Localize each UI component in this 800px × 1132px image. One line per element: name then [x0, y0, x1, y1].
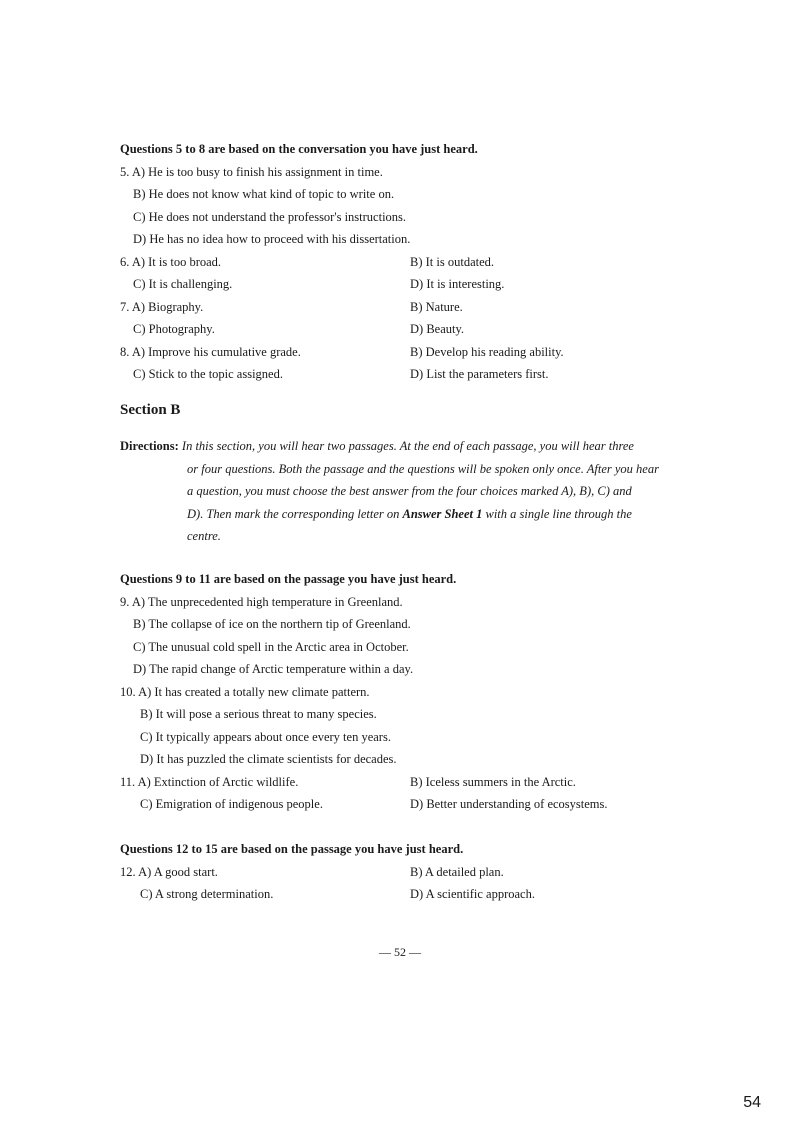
directions-line-2: or four questions. Both the passage and the questions will be spoken only once. After you hear	[187, 461, 659, 476]
q6-option-b: B) It is outdated.	[410, 254, 495, 269]
q6-row-1: 6. A) It is too broad. B) It is outdated.	[120, 251, 700, 274]
q8-option-b: B) Develop his reading ability.	[410, 344, 564, 359]
questions-9-11-heading: Questions 9 to 11 are based on the passage you have just heard.	[120, 572, 457, 586]
q7-option-b: B) Nature.	[410, 299, 463, 314]
q9-option-c: C) The unusual cold spell in the Arctic area in October.	[133, 639, 409, 654]
q6-option-d: D) It is interesting.	[410, 277, 505, 291]
q8-option-c: C) Stick to the topic assigned.	[133, 367, 283, 381]
q5-option-d: D) He has no idea how to proceed with his dissertation.	[133, 232, 411, 246]
q12-option-c: C) A strong determination.	[140, 887, 274, 901]
q8-option-a: A) Improve his cumulative grade.	[131, 344, 301, 359]
q12-option-d: D) A scientific approach.	[410, 887, 535, 901]
directions-label: Directions:	[120, 439, 179, 453]
q11-option-d: D) Better understanding of ecosystems.	[410, 797, 608, 811]
q9-option-b: B) The collapse of ice on the northern tip of Greenland.	[133, 617, 411, 631]
q12-option-a: A) A good start.	[138, 864, 218, 879]
answer-sheet-label: Answer Sheet 1	[402, 506, 483, 521]
page-number: — 52 —	[379, 945, 421, 959]
directions-line-1: Directions: In this section, you will hear two passages. At the end of each passage, you will hear three	[120, 439, 634, 453]
q7-row-1: 7. A) Biography. B) Nature.	[120, 296, 700, 319]
q7-option-a: A) Biography.	[131, 299, 204, 314]
q8-row-2	[120, 363, 700, 386]
questions-5-8-heading: Questions 5 to 8 are based on the conversation you have just heard.	[120, 142, 478, 156]
q11-option-c: C) Emigration of indigenous people.	[140, 797, 323, 811]
q5-option-c: C) He does not understand the professor's instructions.	[133, 209, 407, 224]
q5-option-a: 5. A) He is too busy to finish his assignment in time.	[120, 164, 383, 179]
q11-option-a: A) Extinction of Arctic wildlife.	[137, 774, 299, 789]
q8-row-1: 8. A) Improve his cumulative grade. B) Develop his reading ability.	[120, 341, 700, 364]
questions-12-15-block	[120, 838, 700, 906]
q11-option-b: B) Iceless summers in the Arctic.	[410, 774, 576, 789]
q10-option-b: B) It will pose a serious threat to many species.	[140, 707, 377, 721]
section-b-title: Section B	[120, 402, 181, 418]
q11-row-2	[120, 793, 700, 816]
q6-option-a: A) It is too broad.	[131, 254, 222, 269]
q7-row-2	[120, 318, 700, 341]
q5-option-b: B) He does not know what kind of topic to write on.	[133, 187, 395, 201]
q10-option-a: 10. A) It has created a totally new climate pattern.	[120, 684, 370, 699]
q7-option-d: D) Beauty.	[410, 322, 465, 336]
questions-9-11-block	[120, 568, 700, 816]
q8-option-d: D) List the parameters first.	[410, 367, 549, 381]
questions-5-8-block	[120, 138, 700, 386]
directions-block	[120, 435, 700, 548]
q11-row-1: 11. A) Extinction of Arctic wildlife. B) Iceless summers in the Arctic.	[120, 771, 700, 794]
directions-line-3: a question, you must choose the best answer from the four choices marked A), B), C) and	[187, 484, 632, 498]
q6-option-c: C) It is challenging.	[133, 277, 233, 291]
q6-row-2	[120, 273, 700, 296]
q10-option-c: C) It typically appears about once every ten years.	[140, 729, 391, 744]
q7-option-c: C) Photography.	[133, 322, 215, 336]
q12-row-1: 12. A) A good start. B) A detailed plan.	[120, 861, 700, 884]
q12-row-2	[120, 883, 700, 906]
directions-line-4: D). Then mark the corresponding letter on Answer Sheet 1 with a single line through the	[187, 506, 632, 521]
sheet-number: 54	[743, 1094, 761, 1111]
questions-12-15-heading: Questions 12 to 15 are based on the passage you have just heard.	[120, 842, 464, 856]
q10-option-d: D) It has puzzled the climate scientists for decades.	[140, 752, 397, 766]
q9-option-d: D) The rapid change of Arctic temperature within a day.	[133, 662, 414, 676]
q12-option-b: B) A detailed plan.	[410, 864, 504, 879]
directions-line-5: centre.	[187, 529, 221, 543]
q9-option-a: 9. A) The unprecedented high temperature in Greenland.	[120, 594, 403, 609]
